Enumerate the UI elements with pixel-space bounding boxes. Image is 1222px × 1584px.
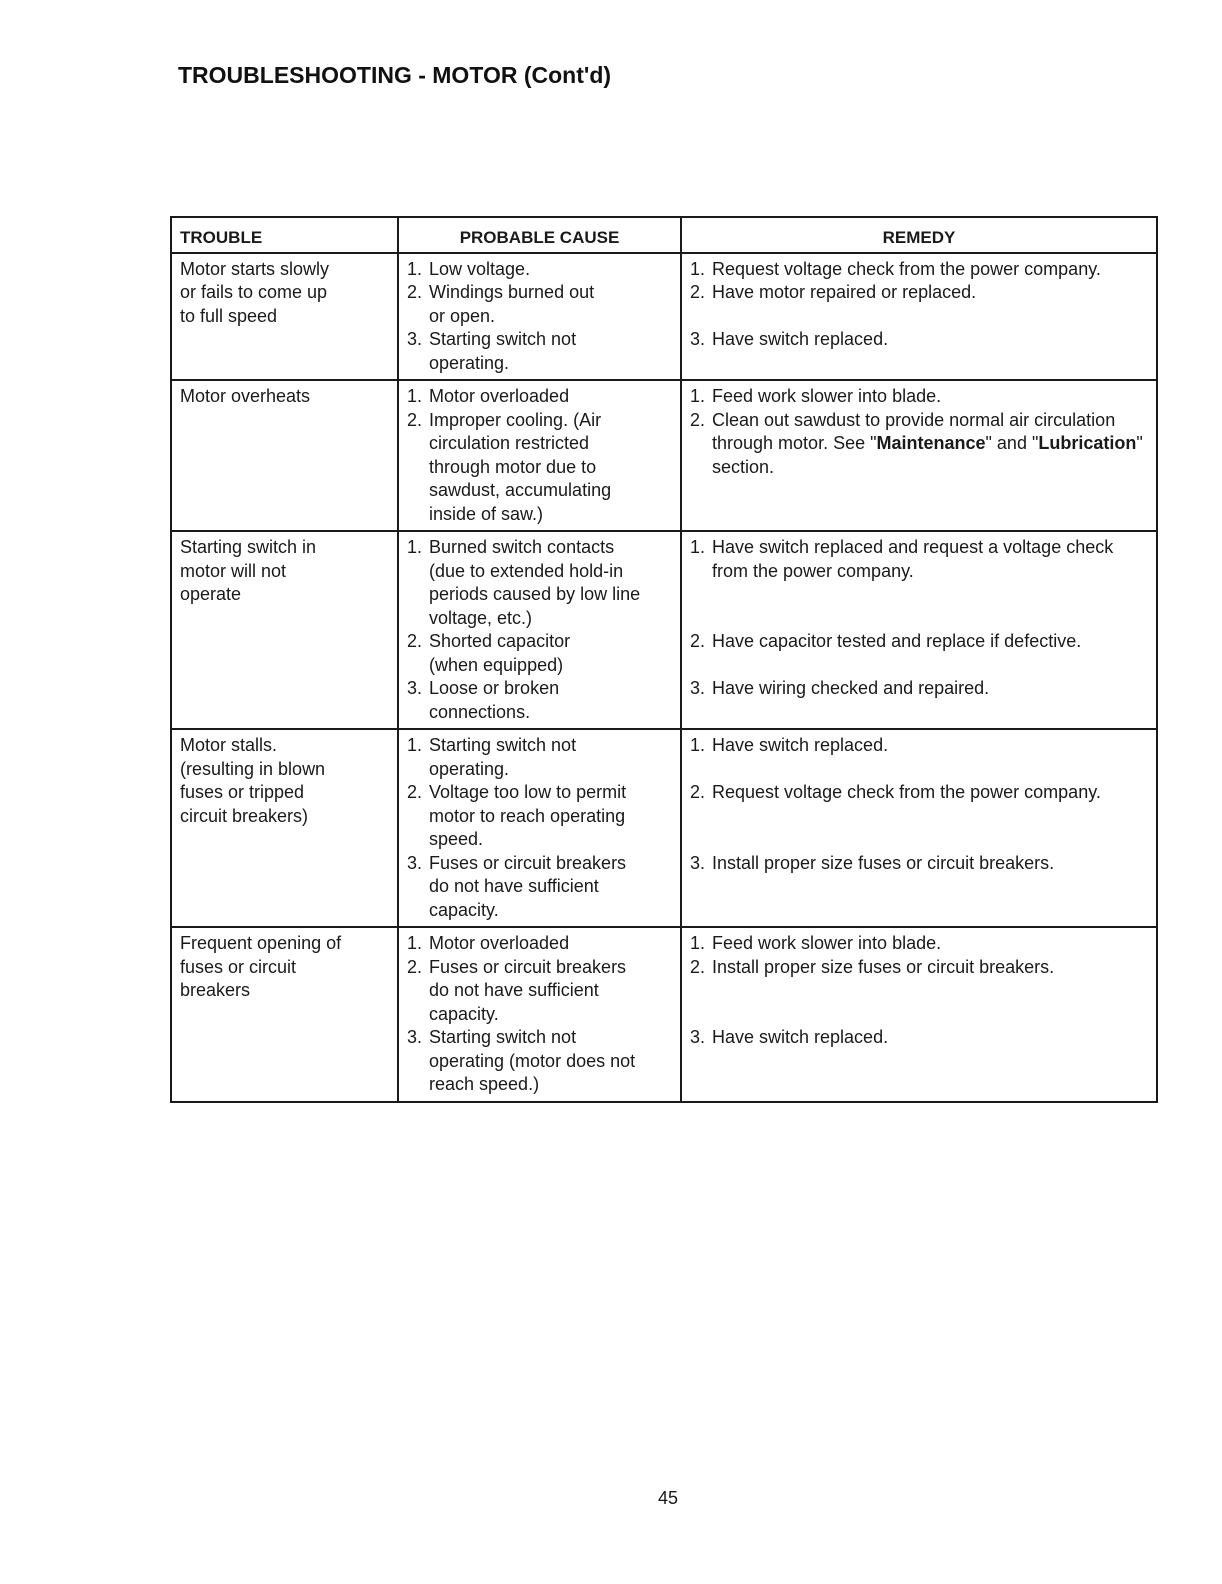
cause-cell [397,381,680,530]
remedy-text: Install proper size fuses or circuit breakers. [712,852,1055,873]
cause-text: Low voltage. [429,258,531,279]
cause-text: Windings burned out or open. [429,282,595,326]
remedy-text: Have switch replaced. [712,735,889,755]
remedy-cell [680,532,1156,728]
remedy-text: Request voltage check from the power company. [712,258,1101,279]
header-remedy: REMEDY [680,218,1156,252]
remedy-number: 3. [690,678,706,698]
table-row [172,530,1156,728]
cause-text: Starting switch not operating. [429,735,577,779]
cause-number: 2. [407,956,423,977]
remedy-text-part: " and " [985,433,1039,453]
remedy-number: 1. [690,735,706,755]
remedy-number: 2. [690,282,706,302]
cause-number: 1. [407,735,423,755]
remedy-text: Have capacitor tested and replace if defective. [712,631,1082,651]
troubleshooting-table [170,216,1158,1103]
remedy-cell [680,381,1156,530]
trouble-cell: Motor starts slowly or fails to come up to full speed [180,258,330,326]
remedy-number: 2. [690,631,706,651]
cause-number: 1. [407,933,423,953]
cause-number: 1. [407,537,423,557]
cause-number: 3. [407,678,423,698]
table-row [172,379,1156,530]
remedy-cell [680,730,1156,926]
cause-text: Loose or broken connections. [429,678,560,722]
remedy-number: 1. [690,386,706,406]
cause-text: Fuses or circuit breakers do not have sufficient capacity. [429,956,627,1024]
cause-text: Starting switch not operating (motor does not reach speed.) [429,1027,636,1094]
remedy-text: Install proper size fuses or circuit breakers. [712,956,1055,977]
remedy-number: 2. [690,956,706,977]
remedy-text: Have switch replaced and request a voltage check from the power company. [712,537,1114,581]
header-probable-cause: PROBABLE CAUSE [397,218,680,252]
cause-cell [397,928,680,1101]
cause-text: Motor overloaded [429,386,570,406]
remedy-number: 1. [690,933,706,953]
page-number: 45 [657,1488,679,1508]
cause-cell [397,532,680,728]
remedy-text: Have motor repaired or replaced. [712,282,977,302]
trouble-cell: Motor stalls. (resulting in blown fuses or tripped circuit breakers) [180,735,326,826]
remedy-number: 3. [690,852,706,873]
cause-text: Voltage too low to permit motor to reach operating speed. [429,782,627,849]
remedy-number: 3. [690,1027,706,1047]
remedy-text-part: Clean out sawdust to provide normal air circulation through motor. See " [712,409,1116,453]
table-row [172,926,1156,1101]
remedy-number: 1. [690,258,706,279]
cause-number: 2. [407,782,423,802]
remedy-number: 2. [690,409,706,430]
cause-text: Shorted capacitor (when equipped) [429,631,571,675]
cause-number: 3. [407,852,423,873]
table-row [172,728,1156,926]
cause-text: Motor overloaded [429,933,570,953]
remedy-number: 1. [690,537,706,557]
trouble-cell: Frequent opening of fuses or circuit breakers [180,933,342,1000]
remedy-text: Have switch replaced. [712,1027,889,1047]
remedy-number: 3. [690,329,706,349]
cause-text: Improper cooling. (Air circulation restricted through motor due to sawdust, accumulating inside of saw.) [429,409,612,524]
remedy-text [712,409,1148,480]
cause-text: Burned switch contacts (due to extended hold-in periods caused by low line voltage, etc.) [429,537,641,628]
remedy-cell [680,254,1156,380]
page-title: TROUBLESHOOTING - MOTOR (Cont'd) [178,62,612,88]
remedy-cell [680,928,1156,1101]
cause-text: Fuses or circuit breakers do not have sufficient capacity. [429,852,627,920]
remedy-text: Request voltage check from the power company. [712,782,1101,802]
maintenance-reference: Maintenance [876,433,986,453]
table-row [172,252,1156,380]
cause-number: 3. [407,1027,423,1047]
remedy-number: 2. [690,782,706,802]
cause-cell [397,730,680,926]
cause-number: 1. [407,258,423,279]
table-header-row [172,218,1156,252]
cause-number: 2. [407,409,423,430]
remedy-text: Feed work slower into blade. [712,386,942,406]
header-trouble: TROUBLE [180,228,263,247]
trouble-cell: Motor overheats [180,386,311,406]
cause-number: 3. [407,329,423,349]
cause-text: Starting switch not operating. [429,329,577,373]
remedy-text: Feed work slower into blade. [712,933,942,953]
remedy-text: Have switch replaced. [712,329,889,349]
lubrication-reference: Lubrication [1038,433,1137,453]
trouble-cell: Starting switch in motor will not operate [180,537,317,604]
remedy-text: Have wiring checked and repaired. [712,678,990,698]
cause-number: 1. [407,386,423,406]
cause-number: 2. [407,631,423,651]
remedy-text-part: " section. [712,433,1143,477]
cause-number: 2. [407,282,423,302]
cause-cell [397,254,680,380]
